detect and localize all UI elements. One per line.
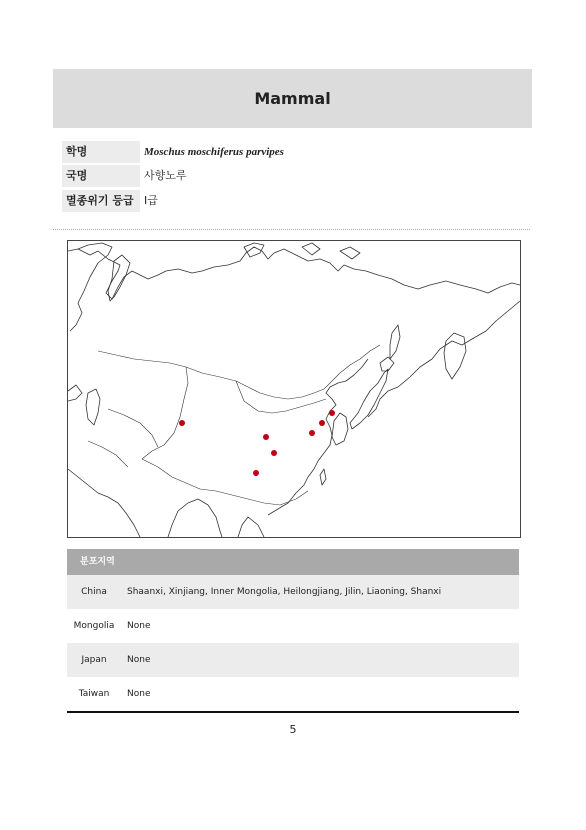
- page-number: 5: [289, 723, 297, 736]
- table-row: [67, 609, 519, 643]
- info-row-scientific-name: [62, 141, 532, 163]
- info-row-korean-name: [62, 165, 532, 187]
- map-svg: [68, 241, 520, 537]
- regions-cell: None: [127, 689, 151, 699]
- marker-liaoning: [309, 430, 315, 436]
- interior-borders: [88, 345, 380, 505]
- distribution-table-header: [67, 549, 519, 575]
- novaya-zemlya: [108, 255, 130, 301]
- regions-cell: Shaanxi, Xinjiang, Inner Mongolia, Heilongjiang, Jilin, Liaoning, Shanxi: [127, 587, 442, 597]
- distribution-header-label: 분포지역: [80, 557, 115, 567]
- marker-inner-mongolia: [263, 434, 269, 440]
- page-title: Mammal: [254, 89, 331, 108]
- arctic-coastline: [68, 247, 520, 299]
- scientific-name-value: Moschus moschiferus parvipes: [144, 146, 284, 158]
- arctic-islands: [244, 243, 360, 259]
- country-cell: Mongolia: [73, 621, 115, 631]
- table-row: [67, 643, 519, 677]
- grade-value: Ⅰ급: [144, 194, 158, 207]
- country-cell: Taiwan: [78, 689, 110, 699]
- scientific-name-label: 학명: [66, 145, 88, 158]
- marker-group: [179, 410, 335, 476]
- hokkaido: [380, 357, 394, 371]
- marker-heilongjiang: [329, 410, 335, 416]
- country-cell: Japan: [81, 655, 107, 665]
- regions-cell: None: [127, 621, 151, 631]
- section-divider: [53, 229, 530, 230]
- sakhalin: [390, 325, 400, 359]
- marker-shanxi: [271, 450, 277, 456]
- table-row: [67, 575, 519, 609]
- scandinavia: [70, 243, 112, 331]
- korean-peninsula: [332, 413, 348, 445]
- country-cell: China: [81, 587, 107, 597]
- black-sea: [68, 385, 82, 401]
- kamchatka: [444, 333, 466, 379]
- table-bottom-rule: [67, 711, 519, 713]
- caspian-sea: [86, 389, 100, 425]
- far-east-coast: [368, 301, 520, 417]
- grade-label: 멸종위기 등급: [66, 194, 134, 207]
- china-east-coast: [318, 359, 368, 461]
- marker-jilin: [319, 420, 325, 426]
- korean-name-value: 사향노루: [144, 169, 187, 182]
- info-row-grade: [62, 190, 532, 212]
- taiwan: [320, 469, 326, 485]
- marker-shaanxi: [253, 470, 259, 476]
- korean-name-label: 국명: [66, 169, 88, 182]
- japan: [350, 369, 388, 429]
- table-row: [67, 677, 519, 711]
- regions-cell: None: [127, 655, 151, 665]
- marker-xinjiang: [179, 420, 185, 426]
- title-bar: [53, 69, 532, 128]
- southern-coastline: [68, 461, 318, 537]
- distribution-map: [67, 240, 521, 538]
